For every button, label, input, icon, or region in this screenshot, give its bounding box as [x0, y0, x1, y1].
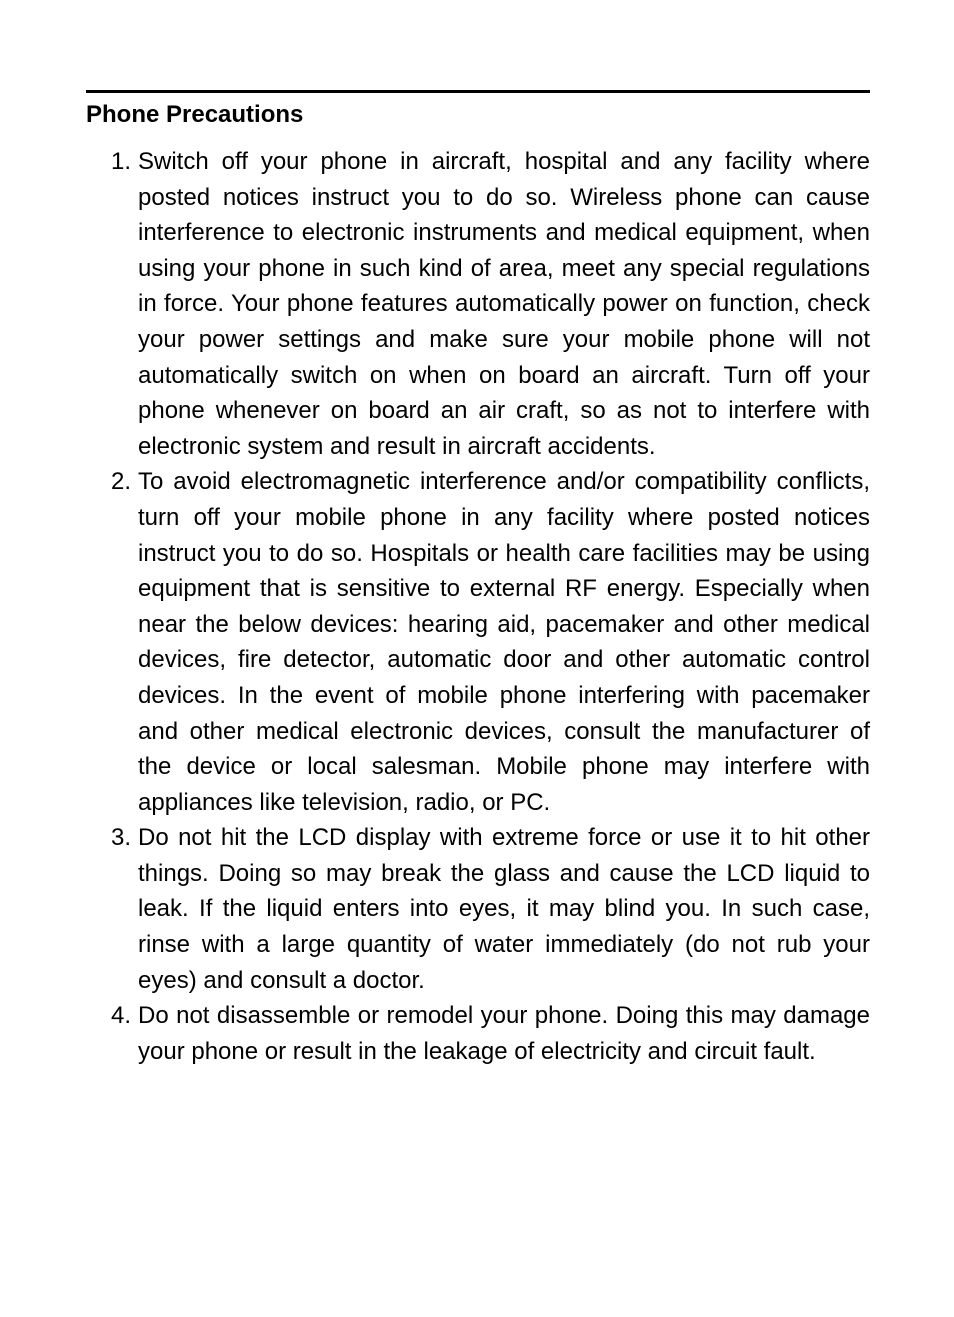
item-number: 4. — [111, 1002, 132, 1030]
section-title: Phone Precautions — [86, 101, 304, 128]
header-rule — [86, 90, 870, 93]
item-number: 2. — [111, 468, 132, 496]
precaution-item-2 — [86, 464, 870, 820]
item-number: 1. — [111, 148, 132, 175]
precaution-list — [86, 144, 870, 1069]
item-text: Do not disassemble or remodel your phone. Doing this may damage your phone or result in the leakage of electricity and circuit fault. — [138, 1002, 870, 1065]
precaution-item-1 — [86, 144, 870, 464]
document-page — [86, 90, 870, 1069]
precaution-item-4 — [86, 998, 870, 1069]
item-text: To avoid electromagnetic interference and/or compatibility conflicts, turn off your mobile phone in any facility where posted notices instruct you to do so. Hospitals or health care facilities may be using equipment that is sensitive to external RF energy. Especially when near the below devices: hearing aid, pacemaker and other medical devices, fire detector, automatic door and other automatic control devices. In the event of mobile phone interfering with pacemaker and other medical electronic devices, consult the manufacturer of the device or local salesman. Mobile phone may interfere with appliances like television, radio, or PC. — [138, 468, 870, 816]
item-text: Switch off your phone in aircraft, hospital and any facility where posted notices instruct you to do so. Wireless phone can cause interference to electronic instruments and medical equipment, when using your phone in such kind of area, meet any special regulations in force. Your phone features automatically power on function, check your power settings and make sure your mobile phone will not automatically switch on when on board an aircraft. Turn off your phone whenever on board an air craft, so as not to interfere with electronic system and result in aircraft accidents. — [138, 148, 870, 460]
precaution-item-3 — [86, 820, 870, 998]
item-text: Do not hit the LCD display with extreme force or use it to hit other things. Doing so may break the glass and cause the LCD liquid to leak. If the liquid enters into eyes, it may blind you. In such case, rinse with a large quantity of water immediately (do not rub your eyes) and consult a doctor. — [138, 824, 870, 994]
item-number: 3. — [111, 824, 132, 852]
